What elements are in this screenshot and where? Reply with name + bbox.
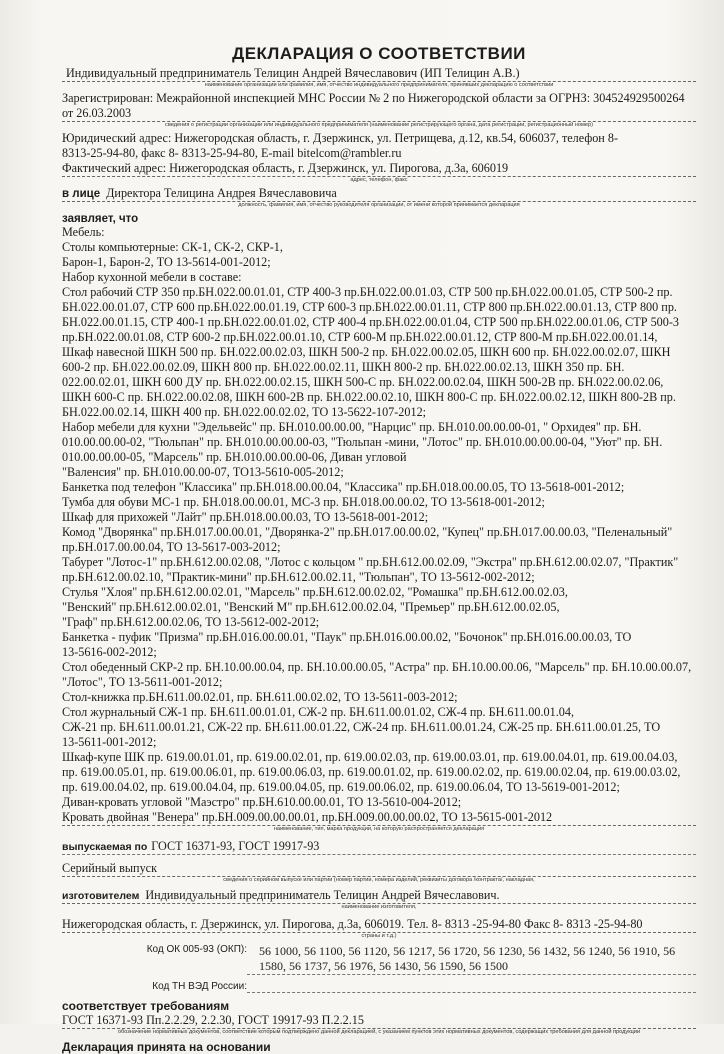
complies-label: соответствует требованиям: [62, 999, 230, 1013]
declaration-content: [62, 40, 696, 1054]
product-line: Банкетка - пуфик "Призма" пр.БН.016.00.00.01, "Паук" пр.БН.016.00.00.02, "Бочонок" пр.БН.016.00.00.03, ТО: [62, 630, 632, 644]
product-line: 13-5611-001-2012;: [62, 735, 157, 749]
person-row: [62, 186, 696, 201]
tnved-divider: [247, 992, 696, 993]
product-line: Набор кухонной мебели в составе:: [62, 270, 242, 284]
manufacturer-value: Индивидуальный предприниматель Телицин Андрей Вячеславович.: [145, 888, 500, 902]
product-line: ШКН 600-С пр. БН.022.00.02.08, ШКН 600-2В пр. БН.022.00.02.10, ШКН 800-С пр. БН.022.00.02.12, ШКН 800-2В пр.: [62, 390, 676, 404]
product-line: БН.022.00.01.15, СТР 400-1 пр.БН.022.00.01.02, СТР 400-4 пр.БН.022.00.01.04, СТР 500 пр.БН.022.00.01.06, СТР 500-3: [62, 315, 680, 329]
applicant-line: Индивидуальный предприниматель Телицин Андрей Вячеславович (ИП Телицин А.В.): [66, 66, 520, 80]
caption-address: адрес, телефон, факс: [62, 176, 696, 184]
caption-product: наименование, тип, марка продукции, на которую распространяется декларация: [62, 825, 696, 833]
product-line: Стулья "Хлоя" пр.БН.612.00.02.01, "Марсель" пр.БН.612.00.02.02, "Ромашка" пр.БН.612.00.02.03,: [62, 585, 568, 599]
product-line: Кровать двойная "Венера" пр.БН.009.00.00.00.01, пр.БН.009.00.00.00.02, ТО 13-5615-001-2012: [62, 810, 553, 824]
basis-label: Декларация принята на основании: [62, 1040, 271, 1054]
manufacturer-address: Нижегородская область, г. Дзержинск, ул. Пирогова, д.3а, 606019. Тел. 8- 8313 -25-94-80 Факс 8- 8313 -25-94-80: [62, 917, 643, 931]
document-title: ДЕКЛАРАЦИЯ О СООТВЕТСТВИИ: [232, 44, 526, 63]
tnved-value: [259, 981, 696, 992]
okp-line-2: 1580, 56 1737, 56 1976, 56 1430, 56 1590, 56 1500: [259, 959, 508, 973]
caption-manufacturer: наименование изготовителя,: [62, 903, 696, 911]
manufacturer-label: изготовителем: [62, 890, 140, 902]
product-line: Барон-1, Барон-2, ТО 13-5614-001-2012;: [62, 255, 271, 269]
product-line: 010.00.00.00-02, "Тюльпан" пр. БН.010.00.00.00-03, "Тюльпан -мини, "Лотос" пр. БН.010.00.00.00-04, "Уют" пр. БН.: [62, 435, 663, 449]
tnved-label: Код ТН ВЭД России:: [152, 981, 247, 992]
product-line: "Лотос", ТО 13-5611-001-2012;: [62, 675, 223, 689]
actual-address-line: Фактический адрес: Нижегородская область, г. Дзержинск, ул. Пирогова, д.3а, 606019: [62, 161, 509, 175]
complies-value: ГОСТ 16371-93 Пп.2.2.29, 2.2.30, ГОСТ 19917-93 П.2.2.15: [62, 1013, 364, 1027]
product-line: 600-2 пр. БН.022.00.02.09, ШКН 800 пр. БН.022.00.02.11, ШКН 800-2 пр. БН.022.00.02.13, ШКН 350 пр. БН.: [62, 360, 625, 374]
product-line: "Венский" пр.БН.612.00.02.01, "Венский М" пр.БН.612.00.02.04, "Премьер" пр.БН.612.00.02.05,: [62, 600, 560, 614]
product-line: "Граф" пр.БН.612.00.02.06, ТО 13-5612-002-2012;: [62, 615, 320, 629]
product-line: Стол обеденный СКР-2 пр. БН.10.00.00.04, пр. БН.10.00.00.05, "Астра" пр. БН.10.00.00.06, "Марсель" пр. БН.10.00.00.07,: [62, 660, 692, 674]
caption-person: должность, фамилия, имя, отчество руководителя организации, от имени которой принимается декларация: [62, 201, 696, 209]
legal-address-line-2: 8313-25-94-80, факс 8- 8313-25-94-80, E-mail bitelcom@rambler.ru: [62, 146, 402, 160]
product-line: БН.022.00.01.07, СТР 600 пр.БН.022.00.01.19, СТР 600-3 пр.БН.022.00.01.11, СТР 800 пр.БН.022.00.01.13, СТР 800 пр.: [62, 300, 677, 314]
caption-applicant: наименование организации или фамилия, имя, отчество индивидуального предпринимателя, принявших декларацию о соответствии: [62, 81, 696, 89]
product-line: "Валенсия" пр. БН.010.00.00-07, ТО13-5610-005-2012;: [62, 465, 344, 479]
product-line: Стол-книжка пр.БН.611.00.02.01, пр. БН.611.00.02.02, ТО 13-5611-003-2012;: [62, 690, 458, 704]
produced-value: ГОСТ 16371-93, ГОСТ 19917-93: [151, 839, 320, 853]
caption-registration: сведения о регистрации организации или индивидуального предпринимателя (наименование регистрирующего органа, дата регистрации, регистрационный номер): [62, 121, 696, 129]
person-label: в лице: [62, 188, 101, 200]
okp-divider: [247, 974, 696, 975]
product-line: БН.022.00.02.14, ШКН 400 пр. БН.022.00.02.02, ТО 13-5622-107-2012;: [62, 405, 427, 419]
okp-line-1: 56 1000, 56 1100, 56 1120, 56 1217, 56 1720, 56 1230, 56 1432, 56 1240, 56 1910, 56: [259, 944, 676, 958]
product-line: Диван-кровать угловой "Маэстро" пр.БН.610.00.00.01, ТО 13-5610-004-2012;: [62, 795, 462, 809]
caption-country: страны и т.д.): [62, 932, 696, 940]
caption-serial: сведения о серийном выпуске или партии (номер партии, номера изделий, реквизиты договора /контракта/, накладная,: [62, 876, 696, 884]
produced-divider: [62, 854, 696, 855]
registration-line-1: Зарегистрирован: Межрайонной инспекцией МНС России № 2 по Нижегородской области за ОГРНЗ: 304524929500264: [62, 91, 685, 105]
serial-line: Серийный выпуск: [62, 861, 157, 875]
product-line: СЖ-21 пр. БН.611.00.01.21, СЖ-22 пр. БН.611.00.01.22, СЖ-24 пр. БН.611.00.01.24, СЖ-25 пр. БН.611.00.01.25, ТО: [62, 720, 661, 734]
product-line: Шкаф навесной ШКН 500 пр. БН.022.00.02.03, ШКН 500-2 пр. БН.022.00.02.05, ШКН 600 пр. БН.022.00.02.07, ШКН: [62, 345, 671, 359]
tnved-row: [62, 981, 696, 992]
product-line: Шкаф для прихожей "Лайт" пр.БН.018.00.00.03, ТО 13-5618-001-2012;: [62, 510, 429, 524]
product-line: Табурет "Лотос-1" пр.БН.612.00.02.08, "Лотос с кольцом " пр.БН.612.00.02.09, "Экстра" пр.БН.612.00.02.07, "Практик": [62, 555, 679, 569]
okp-row: [62, 944, 696, 974]
product-line: Банкетка под телефон "Классика" пр.БН.018.00.00.04, "Классика" пр.БН.018.00.00.05, ТО 13-5618-001-2012;: [62, 480, 625, 494]
legal-address-line-1: Юридический адрес: Нижегородская область, г. Дзержинск, ул. Петрищева, д.12, кв.54, 606037, телефон 8-: [62, 131, 619, 145]
okp-value: [259, 944, 696, 974]
product-line: 022.00.02.01, ШКН 600 ДУ пр. БН.022.00.02.15, ШКН 500-С пр. БН.022.00.02.04, ШКН 500-2В пр. БН.022.00.02.06,: [62, 375, 664, 389]
product-line: Комод "Дворянка" пр.БН.017.00.00.01, "Дворянка-2" пр.БН.017.00.00.02, "Купец" пр.БН.017.00.00.03, "Пеленальный": [62, 525, 673, 539]
product-line: Стол журнальный СЖ-1 пр. БН.611.00.01.01, СЖ-2 пр. БН.611.00.01.02, СЖ-4 пр. БН.611.00.01.04,: [62, 705, 575, 719]
produced-label: выпускаемая по: [62, 841, 148, 853]
registration-line-2: от 26.03.2003: [62, 106, 132, 120]
product-line: 010.00.00.00-05, "Марсель" пр. БН.010.00.00.00-06, Диван угловой: [62, 450, 407, 464]
product-line: пр.БН.612.00.02.10, "Практик-мини" пр.БН.612.00.02.11, "Тюльпан", ТО 13-5612-002-2012;: [62, 570, 535, 584]
caption-complies: обозначение нормативных документов, соответствие которым подтверждено данной декларацией, с указанием пунктов этих нормативных документов, содержащих требования для данной продукции: [62, 1028, 696, 1036]
product-line: Столы компьютерные: СК-1, СК-2, СКР-1,: [62, 240, 283, 254]
product-line: пр. 619.00.05.01, пр. 619.00.06.01, пр. 619.00.06.03, пр. 619.00.01.02, пр. 619.00.02.02, пр. 619.00.02.04, пр. 619.00.03.02,: [62, 765, 681, 779]
product-line: Шкаф-купе ШК пр. 619.00.01.01, пр. 619.00.02.01, пр. 619.00.02.03, пр. 619.00.03.01, пр. 619.00.04.01, пр. 619.00.04.03,: [62, 750, 678, 764]
manufacturer-row: [62, 888, 696, 903]
person-value: Директора Телицина Андрея Вячеславовича: [106, 186, 337, 200]
product-line: пр.БН.022.00.01.08, СТР 600-2 пр.БН.022.00.01.10, СТР 600-М пр.БН.022.00.01.12, СТР 800-М пр.БН.022.00.01.14,: [62, 330, 658, 344]
okp-label: Код ОК 005-93 (ОКП):: [146, 944, 247, 955]
product-list: [62, 225, 696, 825]
product-line: пр.БН.017.00.00.04, ТО 13-5617-003-2012;: [62, 540, 281, 554]
product-line: пр. 619.00.04.02, пр. 619.00.04.04, пр. 619.00.04.05, пр. 619.00.06.02, пр. 619.00.06.04, ТО 13-5619-001-2012;: [62, 780, 620, 794]
product-line: Тумба для обуви МС-1 пр. БН.018.00.00.01, МС-3 пр. БН.018.00.00.02, ТО 13-5618-001-2012;: [62, 495, 545, 509]
produced-row: [62, 839, 696, 854]
product-line: Стол рабочий СТР 350 пр.БН.022.00.01.01, СТР 400-3 пр.БН.022.00.01.03, СТР 500 пр.БН.022.00.01.05, СТР 500-2 пр.: [62, 285, 673, 299]
declares-label: заявляет, что: [62, 213, 139, 225]
product-line: 13-5616-002-2012;: [62, 645, 157, 659]
product-line: Мебель:: [62, 225, 105, 239]
product-line: Набор мебели для кухни "Эдельвейс" пр. БН.010.00.00.00, "Нарцис" пр. БН.010.00.00.00-01, " Орхидея" пр. БН.: [62, 420, 642, 434]
